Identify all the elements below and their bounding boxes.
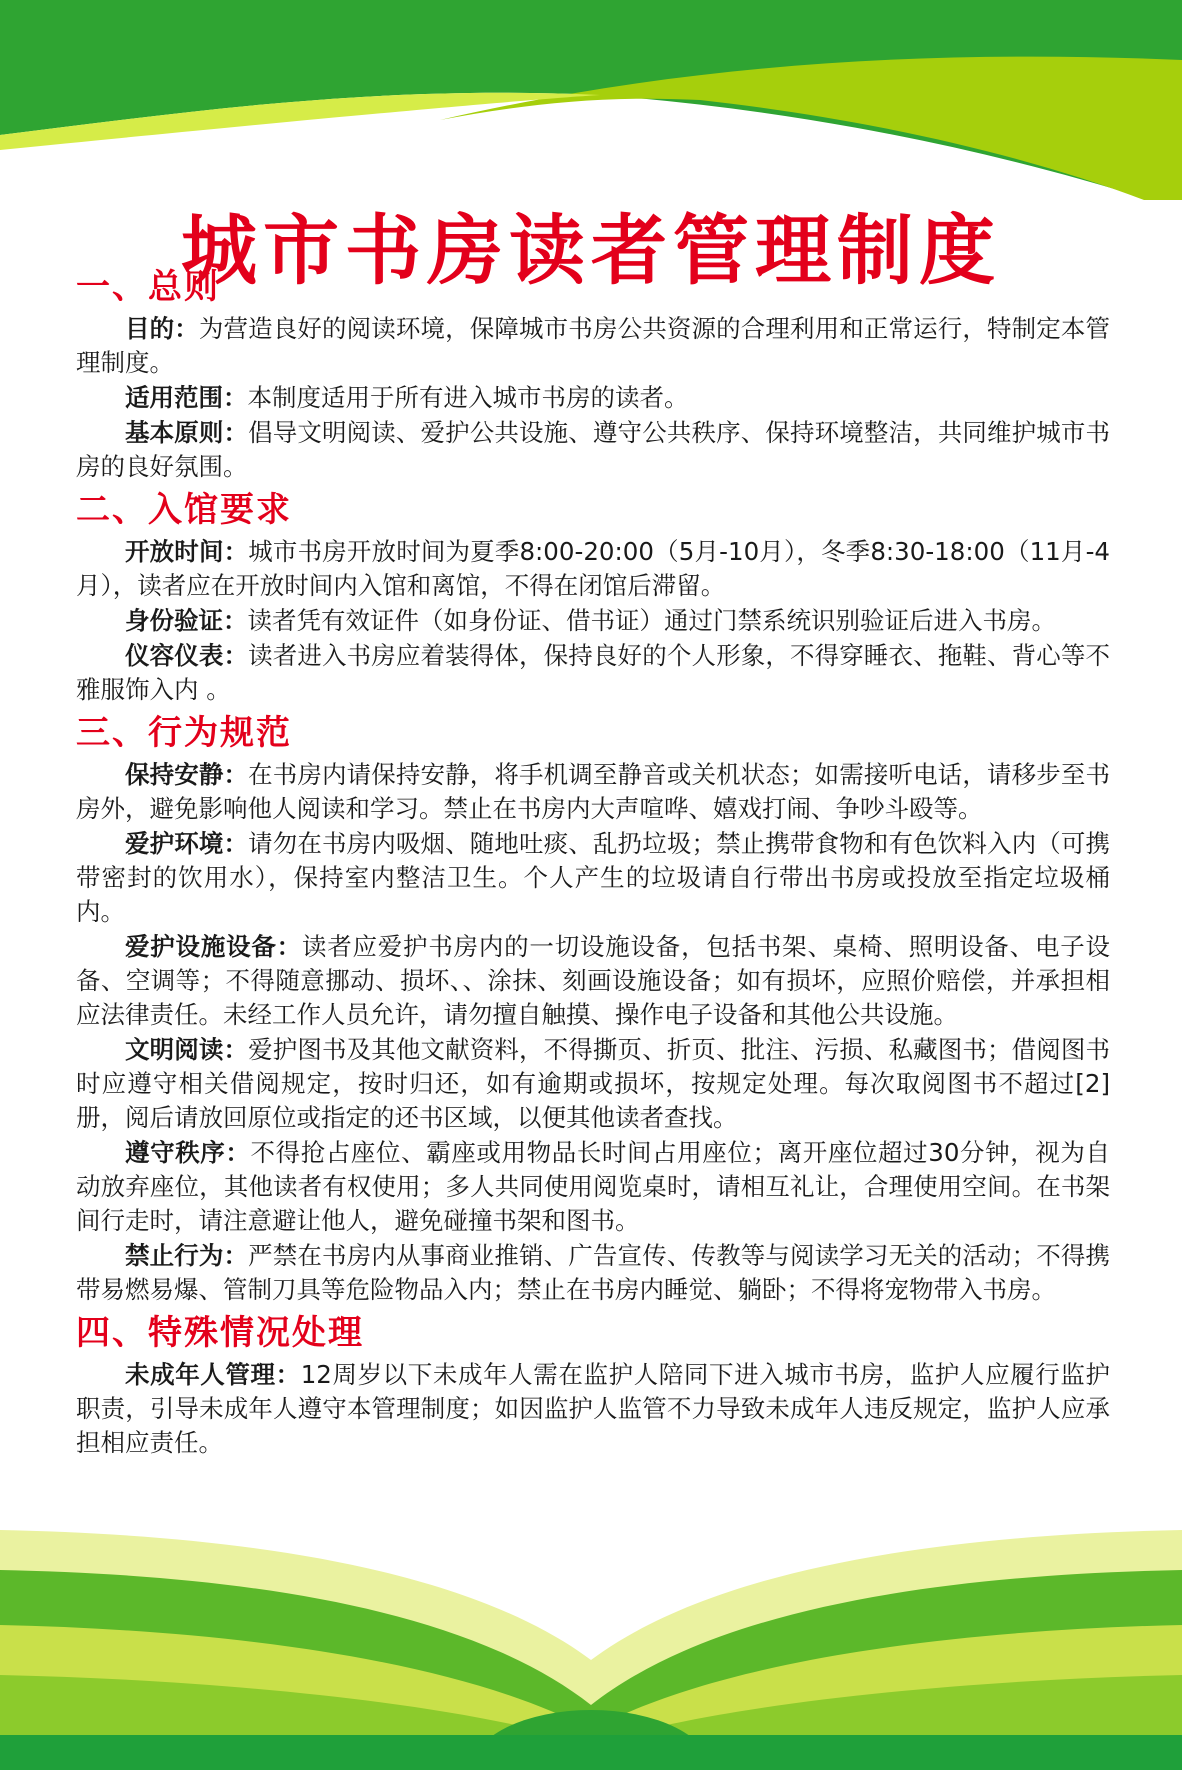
top-green-swoosh-decoration	[0, 0, 1182, 200]
rule-term: 身份验证：	[125, 606, 248, 635]
rule-paragraph	[76, 381, 1110, 415]
section-general	[76, 262, 1110, 484]
bottom-book-decoration	[0, 1530, 1182, 1770]
rule-paragraph	[76, 1358, 1110, 1460]
section-heading: 二、入馆要求	[76, 490, 292, 530]
section-heading: 三、行为规范	[76, 713, 292, 753]
rule-term: 开放时间：	[125, 537, 249, 566]
rule-term: 保持安静：	[125, 760, 249, 789]
rule-paragraph	[76, 416, 1110, 484]
rule-term: 遵守秩序：	[125, 1138, 251, 1167]
rule-term: 目的：	[125, 314, 199, 343]
rule-text: 读者凭有效证件（如身份证、借书证）通过门禁系统识别验证后进入书房。	[247, 606, 1056, 635]
rule-paragraph	[76, 1239, 1110, 1307]
rule-text: 严禁在书房内从事商业推销、广告宣传、传教等与阅读学习无关的活动；不得携带易燃易爆、管制刀具等危险物品入内；禁止在书房内睡觉、躺卧；不得将宠物带入书房。	[76, 1241, 1110, 1304]
rule-text: 请勿在书房内吸烟、随地吐痰、乱扔垃圾；禁止携带食物和有色饮料入内（可携带密封的饮用水），保持室内整洁卫生。个人产生的垃圾请自行带出书房或投放至指定垃圾桶内。	[76, 829, 1110, 926]
rule-paragraph	[76, 1136, 1110, 1238]
rule-term: 文明阅读：	[125, 1035, 249, 1064]
rule-term: 爱护设施设备：	[125, 932, 302, 961]
rule-paragraph	[76, 604, 1110, 638]
rule-paragraph	[76, 1033, 1110, 1135]
section-heading: 一、总则	[76, 267, 220, 307]
rule-text: 在书房内请保持安静，将手机调至静音或关机状态；如需接听电话，请移步至书房外，避免影响他人阅读和学习。禁止在书房内大声喧哗、嬉戏打闹、争吵斗殴等。	[76, 760, 1110, 823]
rule-paragraph	[76, 312, 1110, 380]
section-conduct	[76, 708, 1110, 1307]
poster-title: 城市书房读者管理制度	[181, 205, 1001, 295]
rule-text: 读者应爱护书房内的一切设施设备，包括书架、桌椅、照明设备、电子设备、空调等；不得随意挪动、损坏、、涂抹、刻画设施设备；如有损坏，应照价赔偿，并承担相应法律责任。未经工作人员允许，请勿擅自触摸、操作电子设备和其他公共设施。	[76, 932, 1110, 1029]
rule-paragraph	[76, 535, 1110, 603]
rule-term: 禁止行为：	[125, 1241, 249, 1270]
rule-paragraph	[76, 930, 1110, 1032]
rule-term: 适用范围：	[125, 383, 248, 412]
section-special-cases	[76, 1308, 1110, 1460]
rules-content	[76, 262, 1110, 1461]
rule-text: 倡导文明阅读、爱护公共设施、遵守公共秩序、保持环境整洁，共同维护城市书房的良好氛围。	[76, 418, 1110, 481]
rule-text: 不得抢占座位、霸座或用物品长时间占用座位；离开座位超过30分钟，视为自动放弃座位，其他读者有权使用；多人共同使用阅览桌时，请相互礼让，合理使用空间。在书架间行走时，请注意避让他人，避免碰撞书架和图书。	[76, 1138, 1111, 1235]
rule-text: 为营造良好的阅读环境，保障城市书房公共资源的合理利用和正常运行，特制定本管理制度。	[76, 314, 1111, 377]
rule-paragraph	[76, 639, 1110, 707]
section-admission	[76, 485, 1110, 707]
rule-text: 12周岁以下未成年人需在监护人陪同下进入城市书房，监护人应履行监护职责，引导未成年人遵守本管理制度；如因监护人监管不力导致未成年人违反规定，监护人应承担相应责任。	[76, 1360, 1110, 1457]
rule-term: 基本原则：	[125, 418, 249, 447]
rule-paragraph	[76, 758, 1110, 826]
rule-term: 爱护环境：	[125, 829, 249, 858]
rule-term: 未成年人管理：	[125, 1360, 301, 1389]
rule-text: 本制度适用于所有进入城市书房的读者。	[247, 383, 689, 412]
rule-paragraph	[76, 827, 1110, 929]
rule-text: 城市书房开放时间为夏季8:00-20:00（5月-10月），冬季8:30-18:00（11月-4月），读者应在开放时间内入馆和离馆，不得在闭馆后滞留。	[76, 537, 1111, 600]
section-heading: 四、特殊情况处理	[76, 1313, 364, 1353]
rule-term: 仪容仪表：	[125, 641, 249, 670]
rule-text: 爱护图书及其他文献资料，不得撕页、折页、批注、污损、私藏图书；借阅图书时应遵守相关借阅规定，按时归还，如有逾期或损坏，按规定处理。每次取阅图书不超过[2]册，阅后请放回原位或指定的还书区域，以便其他读者查找。	[76, 1035, 1110, 1132]
rule-text: 读者进入书房应着装得体，保持良好的个人形象，不得穿睡衣、拖鞋、背心等不雅服饰入内 。	[76, 641, 1110, 704]
